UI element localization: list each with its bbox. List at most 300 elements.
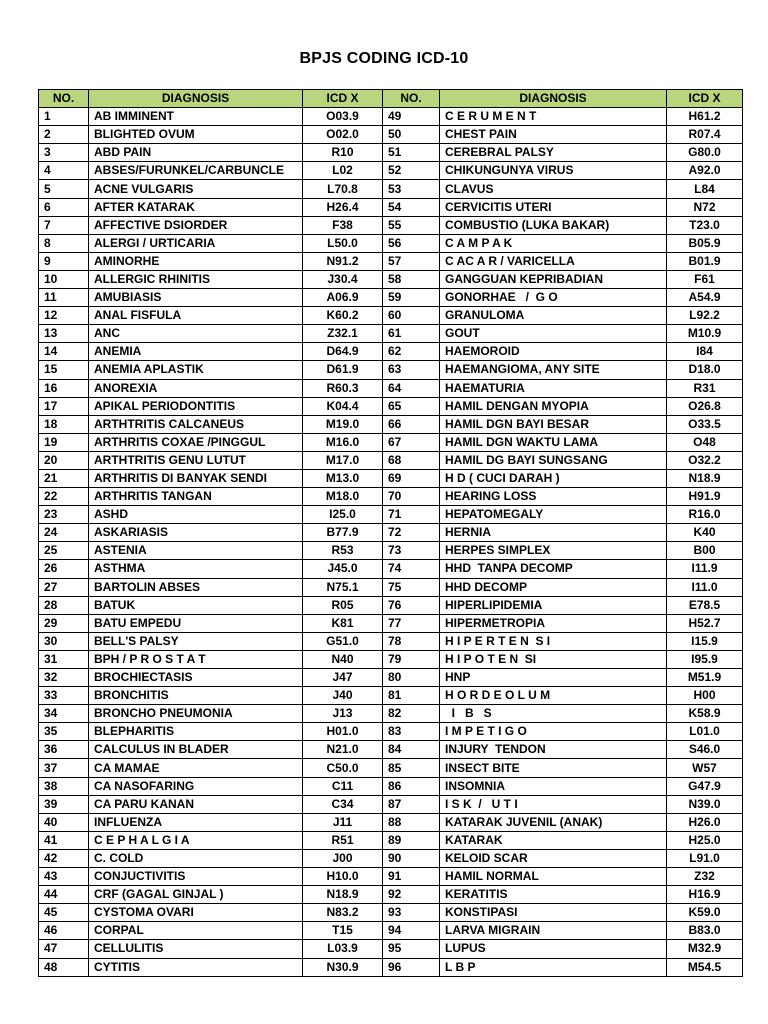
row-number-left: 40	[39, 813, 89, 831]
icd-code-left: R60.3	[303, 379, 383, 397]
row-number-right: 62	[383, 343, 440, 361]
table-row	[39, 198, 743, 216]
diagnosis-right: HIPERMETROPIA	[440, 614, 667, 632]
table-row	[39, 705, 743, 723]
diagnosis-right: HEPATOMEGALY	[440, 506, 667, 524]
diagnosis-left: CA PARU KANAN	[89, 795, 303, 813]
row-number-right: 88	[383, 813, 440, 831]
diagnosis-left: ANAL FISFULA	[89, 307, 303, 325]
row-number-left: 48	[39, 958, 89, 976]
icd-code-left: N21.0	[303, 741, 383, 759]
diagnosis-left: CALCULUS IN BLADER	[89, 741, 303, 759]
diagnosis-right: GONORHAE / G O	[440, 289, 667, 307]
diagnosis-left: APIKAL PERIODONTITIS	[89, 397, 303, 415]
icd-code-right: H26.0	[667, 813, 743, 831]
row-number-left: 41	[39, 831, 89, 849]
icd-code-right: M54.5	[667, 958, 743, 976]
diagnosis-right: LUPUS	[440, 940, 667, 958]
diagnosis-left: CONJUCTIVITIS	[89, 868, 303, 886]
table-row	[39, 397, 743, 415]
icd-code-left: A06.9	[303, 289, 383, 307]
icd-code-left: J30.4	[303, 270, 383, 288]
diagnosis-left: ARTHRITIS COXAE /PINGGUL	[89, 433, 303, 451]
icd-code-right: A92.0	[667, 162, 743, 180]
diagnosis-right: KONSTIPASI	[440, 904, 667, 922]
row-number-right: 77	[383, 614, 440, 632]
table-row	[39, 361, 743, 379]
diagnosis-left: C. COLD	[89, 849, 303, 867]
icd-code-right: L92.2	[667, 307, 743, 325]
row-number-right: 65	[383, 397, 440, 415]
icd-code-right: R07.4	[667, 126, 743, 144]
icd-code-left: B77.9	[303, 524, 383, 542]
diagnosis-right: CHEST PAIN	[440, 126, 667, 144]
diagnosis-left: ALLERGIC RHINITIS	[89, 270, 303, 288]
diagnosis-left: AFTER KATARAK	[89, 198, 303, 216]
table-row	[39, 940, 743, 958]
icd-code-right: D18.0	[667, 361, 743, 379]
row-number-right: 69	[383, 469, 440, 487]
icd-table	[38, 89, 743, 977]
diagnosis-right: INSOMNIA	[440, 777, 667, 795]
row-number-right: 58	[383, 270, 440, 288]
diagnosis-right: KELOID SCAR	[440, 849, 667, 867]
table-row	[39, 813, 743, 831]
row-number-right: 61	[383, 325, 440, 343]
row-number-left: 29	[39, 614, 89, 632]
diagnosis-right: INJURY TENDON	[440, 741, 667, 759]
row-number-left: 13	[39, 325, 89, 343]
row-number-left: 44	[39, 886, 89, 904]
diagnosis-left: INFLUENZA	[89, 813, 303, 831]
icd-code-right: K59.0	[667, 904, 743, 922]
icd-code-left: R51	[303, 831, 383, 849]
table-row	[39, 958, 743, 976]
table-row	[39, 741, 743, 759]
diagnosis-right: C A M P A K	[440, 234, 667, 252]
icd-code-right: I11.9	[667, 560, 743, 578]
diagnosis-right: HHD DECOMP	[440, 578, 667, 596]
row-number-right: 81	[383, 687, 440, 705]
row-number-right: 92	[383, 886, 440, 904]
diagnosis-right: HERNIA	[440, 524, 667, 542]
diagnosis-left: BROCHIECTASIS	[89, 669, 303, 687]
icd-code-left: H26.4	[303, 198, 383, 216]
row-number-right: 89	[383, 831, 440, 849]
diagnosis-right: HHD TANPA DECOMP	[440, 560, 667, 578]
diagnosis-left: CYTITIS	[89, 958, 303, 976]
table-row	[39, 650, 743, 668]
row-number-left: 21	[39, 469, 89, 487]
table-row	[39, 270, 743, 288]
table-row	[39, 506, 743, 524]
icd-code-right: H25.0	[667, 831, 743, 849]
table-row	[39, 632, 743, 650]
row-number-left: 1	[39, 108, 89, 126]
table-row	[39, 904, 743, 922]
table-row	[39, 162, 743, 180]
diagnosis-left: BATU EMPEDU	[89, 614, 303, 632]
diagnosis-left: AMINORHE	[89, 252, 303, 270]
diagnosis-left: ANOREXIA	[89, 379, 303, 397]
row-number-right: 84	[383, 741, 440, 759]
row-number-left: 17	[39, 397, 89, 415]
table-row	[39, 614, 743, 632]
icd-code-right: N72	[667, 198, 743, 216]
table-row	[39, 343, 743, 361]
diagnosis-left: ANEMIA APLASTIK	[89, 361, 303, 379]
icd-code-right: H52.7	[667, 614, 743, 632]
row-number-right: 74	[383, 560, 440, 578]
table-row	[39, 379, 743, 397]
icd-code-left: D61.9	[303, 361, 383, 379]
row-number-right: 55	[383, 216, 440, 234]
icd-code-left: O02.0	[303, 126, 383, 144]
row-number-left: 7	[39, 216, 89, 234]
icd-code-left: L02	[303, 162, 383, 180]
icd-code-left: O03.9	[303, 108, 383, 126]
row-number-left: 22	[39, 488, 89, 506]
row-number-left: 47	[39, 940, 89, 958]
diagnosis-right: C E R U M E N T	[440, 108, 667, 126]
diagnosis-left: AFFECTIVE DSIORDER	[89, 216, 303, 234]
icd-code-right: T23.0	[667, 216, 743, 234]
diagnosis-left: ARTHTRITIS CALCANEUS	[89, 415, 303, 433]
row-number-left: 42	[39, 849, 89, 867]
header-row	[39, 90, 743, 108]
icd-code-left: K04.4	[303, 397, 383, 415]
table-row	[39, 234, 743, 252]
table-row	[39, 596, 743, 614]
row-number-left: 18	[39, 415, 89, 433]
icd-code-right: S46.0	[667, 741, 743, 759]
diagnosis-right: GRANULOMA	[440, 307, 667, 325]
diagnosis-right: H I P E R T E N S I	[440, 632, 667, 650]
table-row	[39, 469, 743, 487]
table-row	[39, 849, 743, 867]
diagnosis-right: L B P	[440, 958, 667, 976]
table-row	[39, 886, 743, 904]
diagnosis-right: HAEMOROID	[440, 343, 667, 361]
icd-code-left: Z32.1	[303, 325, 383, 343]
diagnosis-left: ARTHRITIS DI BANYAK SENDI	[89, 469, 303, 487]
row-number-left: 36	[39, 741, 89, 759]
table-row	[39, 180, 743, 198]
icd-code-right: I95.9	[667, 650, 743, 668]
table-row	[39, 777, 743, 795]
row-number-left: 45	[39, 904, 89, 922]
icd-code-left: J40	[303, 687, 383, 705]
diagnosis-right: HAMIL DG BAYI SUNGSANG	[440, 451, 667, 469]
icd-code-right: A54.9	[667, 289, 743, 307]
diagnosis-right: H I P O T E N SI	[440, 650, 667, 668]
row-number-left: 28	[39, 596, 89, 614]
diagnosis-right: H O R D E O L U M	[440, 687, 667, 705]
row-number-right: 73	[383, 542, 440, 560]
table-row	[39, 325, 743, 343]
diagnosis-right: HAMIL DGN WAKTU LAMA	[440, 433, 667, 451]
icd-code-right: M32.9	[667, 940, 743, 958]
diagnosis-right: I B S	[440, 705, 667, 723]
icd-code-left: C50.0	[303, 759, 383, 777]
icd-code-left: N91.2	[303, 252, 383, 270]
table-row	[39, 542, 743, 560]
icd-code-right: I15.9	[667, 632, 743, 650]
row-number-left: 46	[39, 922, 89, 940]
icd-code-right: Z32	[667, 868, 743, 886]
icd-code-right: G47.9	[667, 777, 743, 795]
icd-code-left: D64.9	[303, 343, 383, 361]
row-number-right: 94	[383, 922, 440, 940]
row-number-right: 63	[383, 361, 440, 379]
row-number-left: 30	[39, 632, 89, 650]
table-row	[39, 108, 743, 126]
diagnosis-right: HAEMATURIA	[440, 379, 667, 397]
icd-code-left: L50.0	[303, 234, 383, 252]
row-number-left: 33	[39, 687, 89, 705]
table-row	[39, 451, 743, 469]
icd-code-left: K60.2	[303, 307, 383, 325]
diagnosis-left: BLEPHARITIS	[89, 723, 303, 741]
table-row	[39, 216, 743, 234]
diagnosis-right: HERPES SIMPLEX	[440, 542, 667, 560]
icd-code-right: O33.5	[667, 415, 743, 433]
diagnosis-right: GOUT	[440, 325, 667, 343]
diagnosis-left: BELL'S PALSY	[89, 632, 303, 650]
row-number-left: 5	[39, 180, 89, 198]
icd-code-left: J11	[303, 813, 383, 831]
header-icd-left: ICD X	[303, 90, 383, 108]
table-row	[39, 669, 743, 687]
row-number-right: 75	[383, 578, 440, 596]
icd-code-left: M18.0	[303, 488, 383, 506]
diagnosis-right: INSECT BITE	[440, 759, 667, 777]
row-number-right: 76	[383, 596, 440, 614]
icd-code-left: R10	[303, 144, 383, 162]
icd-code-right: R16.0	[667, 506, 743, 524]
diagnosis-left: ABD PAIN	[89, 144, 303, 162]
row-number-left: 32	[39, 669, 89, 687]
diagnosis-left: ASHD	[89, 506, 303, 524]
row-number-left: 9	[39, 252, 89, 270]
row-number-left: 20	[39, 451, 89, 469]
table-row	[39, 687, 743, 705]
table-row	[39, 126, 743, 144]
icd-code-right: O32.2	[667, 451, 743, 469]
row-number-right: 79	[383, 650, 440, 668]
row-number-right: 91	[383, 868, 440, 886]
diagnosis-right: CLAVUS	[440, 180, 667, 198]
row-number-left: 8	[39, 234, 89, 252]
icd-code-right: N39.0	[667, 795, 743, 813]
row-number-left: 4	[39, 162, 89, 180]
table-row	[39, 831, 743, 849]
icd-code-right: M51.9	[667, 669, 743, 687]
header-no-right: NO.	[383, 90, 440, 108]
header-diagnosis-left: DIAGNOSIS	[89, 90, 303, 108]
icd-code-left: G51.0	[303, 632, 383, 650]
row-number-right: 95	[383, 940, 440, 958]
icd-code-right: L91.0	[667, 849, 743, 867]
row-number-right: 80	[383, 669, 440, 687]
table-row	[39, 252, 743, 270]
icd-code-right: B05.9	[667, 234, 743, 252]
diagnosis-left: AMUBIASIS	[89, 289, 303, 307]
icd-code-right: K40	[667, 524, 743, 542]
row-number-left: 19	[39, 433, 89, 451]
table-row	[39, 307, 743, 325]
diagnosis-left: BATUK	[89, 596, 303, 614]
icd-code-right: B00	[667, 542, 743, 560]
icd-code-left: N83.2	[303, 904, 383, 922]
icd-code-right: R31	[667, 379, 743, 397]
diagnosis-right: HEARING LOSS	[440, 488, 667, 506]
row-number-right: 78	[383, 632, 440, 650]
row-number-right: 59	[383, 289, 440, 307]
row-number-right: 54	[383, 198, 440, 216]
diagnosis-left: CA MAMAE	[89, 759, 303, 777]
diagnosis-right: CEREBRAL PALSY	[440, 144, 667, 162]
diagnosis-left: ANC	[89, 325, 303, 343]
icd-code-right: L84	[667, 180, 743, 198]
icd-code-left: C11	[303, 777, 383, 795]
diagnosis-left: C E P H A L G I A	[89, 831, 303, 849]
icd-code-left: R53	[303, 542, 383, 560]
header-icd-right: ICD X	[667, 90, 743, 108]
row-number-left: 11	[39, 289, 89, 307]
diagnosis-left: BLIGHTED OVUM	[89, 126, 303, 144]
diagnosis-right: COMBUSTIO (LUKA BAKAR)	[440, 216, 667, 234]
icd-code-right: H91.9	[667, 488, 743, 506]
icd-code-right: B01.9	[667, 252, 743, 270]
row-number-right: 60	[383, 307, 440, 325]
row-number-left: 15	[39, 361, 89, 379]
row-number-left: 14	[39, 343, 89, 361]
icd-code-right: M10.9	[667, 325, 743, 343]
row-number-left: 35	[39, 723, 89, 741]
diagnosis-right: GANGGUAN KEPRIBADIAN	[440, 270, 667, 288]
icd-code-left: C34	[303, 795, 383, 813]
row-number-left: 38	[39, 777, 89, 795]
diagnosis-right: I S K / U T I	[440, 795, 667, 813]
diagnosis-right: CHIKUNGUNYA VIRUS	[440, 162, 667, 180]
diagnosis-right: KATARAK	[440, 831, 667, 849]
icd-code-right: N18.9	[667, 469, 743, 487]
table-row	[39, 795, 743, 813]
row-number-right: 93	[383, 904, 440, 922]
icd-code-right: H61.2	[667, 108, 743, 126]
row-number-right: 64	[383, 379, 440, 397]
diagnosis-right: HAMIL DGN BAYI BESAR	[440, 415, 667, 433]
icd-code-left: L70.8	[303, 180, 383, 198]
row-number-right: 82	[383, 705, 440, 723]
icd-code-left: M19.0	[303, 415, 383, 433]
diagnosis-right: HIPERLIPIDEMIA	[440, 596, 667, 614]
icd-code-left: N18.9	[303, 886, 383, 904]
icd-code-right: I84	[667, 343, 743, 361]
icd-code-right: O48	[667, 433, 743, 451]
row-number-left: 12	[39, 307, 89, 325]
row-number-right: 52	[383, 162, 440, 180]
diagnosis-left: CELLULITIS	[89, 940, 303, 958]
icd-code-left: L03.9	[303, 940, 383, 958]
diagnosis-left: CRF (GAGAL GINJAL )	[89, 886, 303, 904]
row-number-right: 86	[383, 777, 440, 795]
table-row	[39, 415, 743, 433]
diagnosis-right: CERVICITIS UTERI	[440, 198, 667, 216]
diagnosis-right: KATARAK JUVENIL (ANAK)	[440, 813, 667, 831]
table-row	[39, 524, 743, 542]
diagnosis-left: ARTHTRITIS GENU LUTUT	[89, 451, 303, 469]
row-number-left: 26	[39, 560, 89, 578]
row-number-right: 68	[383, 451, 440, 469]
row-number-left: 31	[39, 650, 89, 668]
icd-code-left: H01.0	[303, 723, 383, 741]
row-number-right: 71	[383, 506, 440, 524]
row-number-right: 66	[383, 415, 440, 433]
diagnosis-right: KERATITIS	[440, 886, 667, 904]
icd-code-left: K81	[303, 614, 383, 632]
icd-code-left: M16.0	[303, 433, 383, 451]
table-row	[39, 488, 743, 506]
diagnosis-left: ABSES/FURUNKEL/CARBUNCLE	[89, 162, 303, 180]
table-row	[39, 289, 743, 307]
icd-code-left: F38	[303, 216, 383, 234]
diagnosis-left: BPH / P R O S T A T	[89, 650, 303, 668]
diagnosis-left: CORPAL	[89, 922, 303, 940]
diagnosis-left: CYSTOMA OVARI	[89, 904, 303, 922]
table-row	[39, 578, 743, 596]
row-number-left: 6	[39, 198, 89, 216]
table-row	[39, 433, 743, 451]
icd-code-left: J45.0	[303, 560, 383, 578]
page-title: BPJS CODING ICD-10	[299, 50, 469, 67]
diagnosis-left: AB IMMINENT	[89, 108, 303, 126]
row-number-left: 2	[39, 126, 89, 144]
icd-code-left: T15	[303, 922, 383, 940]
diagnosis-right: HNP	[440, 669, 667, 687]
row-number-right: 67	[383, 433, 440, 451]
row-number-right: 49	[383, 108, 440, 126]
diagnosis-left: ASKARIASIS	[89, 524, 303, 542]
diagnosis-left: ASTENIA	[89, 542, 303, 560]
icd-code-right: I11.0	[667, 578, 743, 596]
icd-code-right: E78.5	[667, 596, 743, 614]
icd-code-left: J00	[303, 849, 383, 867]
row-number-left: 16	[39, 379, 89, 397]
icd-code-left: J47	[303, 669, 383, 687]
row-number-left: 27	[39, 578, 89, 596]
row-number-right: 83	[383, 723, 440, 741]
diagnosis-left: ASTHMA	[89, 560, 303, 578]
icd-code-left: I25.0	[303, 506, 383, 524]
row-number-right: 56	[383, 234, 440, 252]
diagnosis-left: BRONCHO PNEUMONIA	[89, 705, 303, 723]
row-number-right: 53	[383, 180, 440, 198]
diagnosis-left: BRONCHITIS	[89, 687, 303, 705]
icd-code-right: F61	[667, 270, 743, 288]
row-number-left: 34	[39, 705, 89, 723]
header-diagnosis-right: DIAGNOSIS	[440, 90, 667, 108]
icd-code-left: J13	[303, 705, 383, 723]
row-number-left: 23	[39, 506, 89, 524]
table-row	[39, 922, 743, 940]
diagnosis-left: CA NASOFARING	[89, 777, 303, 795]
icd-code-right: B83.0	[667, 922, 743, 940]
table-row	[39, 723, 743, 741]
icd-code-left: M13.0	[303, 469, 383, 487]
row-number-left: 37	[39, 759, 89, 777]
